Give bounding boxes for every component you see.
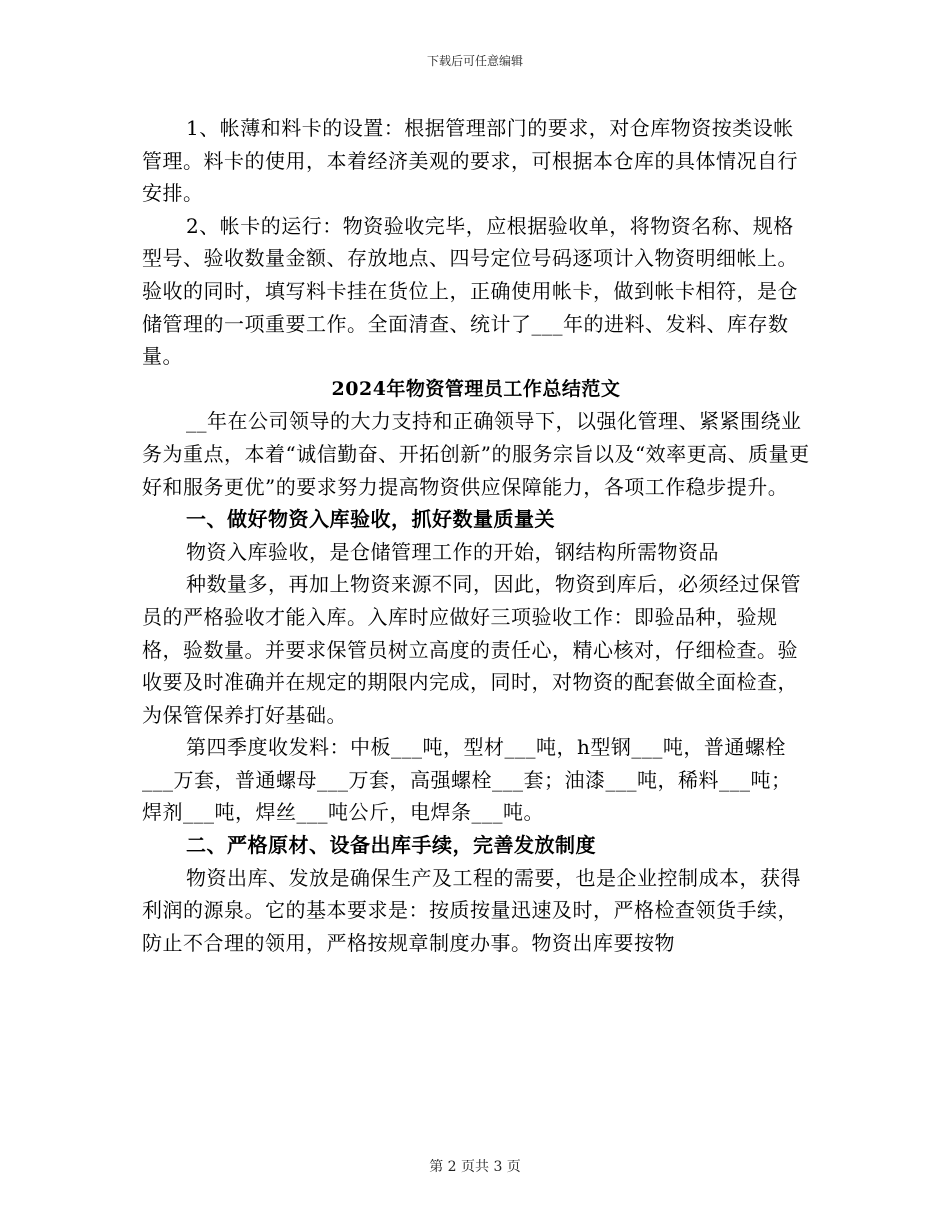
paragraph-intro: __年在公司领导的大力支持和正确领导下，以强化管理、紧紧围绕业务为重点，本着“诚信勤奋、开拓创新”的服务宗旨以及“效率更高、质量更好和服务更优”的要求努力提高物资供应保障能力，各项工作稳步提升。	[142, 409, 810, 499]
paragraph-receiving-line1: 物资入库验收，是仓储管理工作的开始，钢结构所需物资品	[186, 539, 719, 564]
document-body	[142, 112, 810, 959]
paragraph-q4-stats: 第四季度收发料：中板___吨，型材___吨，h型钢___吨，普通螺栓___万套，普通螺母___万套，高强螺栓___套；油漆___吨，稀料___吨；焊剂___吨，焊丝___吨公斤，电焊条___吨。	[142, 735, 792, 825]
document-title: 2024年物资管理员工作总结范文	[331, 377, 621, 400]
paragraph-ledger-setup: 1、帐薄和料卡的设置：根据管理部门的要求，对仓库物资按类设帐管理。料卡的使用，本着经济美观的要求，可根据本仓库的具体情况自行安排。	[142, 116, 798, 206]
section-heading-2: 二、严格原材、设备出库手续，完善发放制度	[186, 833, 596, 858]
paragraph-receiving-body: 种数量多，再加上物资来源不同，因此，物资到库后，必须经过保管员的严格验收才能入库。入库时应做好三项验收工作：即验品种，验规格，验数量。并要求保管员树立高度的责任心，精心核对，仔细检查。验收要及时准确并在规定的期限内完成，同时，对物资的配套做全面检查，为保管保养打好基础。	[142, 572, 801, 727]
page-header: 下载后可任意编辑	[426, 54, 523, 68]
paragraph-ledger-operation: 2、帐卡的运行：物资验收完毕，应根据验收单，将物资名称、规格型号、验收数量金额、存放地点、四号定位号码逐项计入物资明细帐上。验收的同时，填写料卡挂在货位上，正确使用帐卡，做到帐卡相符，是仓储管理的一项重要工作。全面清查、统计了___年的进料、发料、库存数量。	[142, 213, 798, 369]
paragraph-outbound: 物资出库、发放是确保生产及工程的需要，也是企业控制成本，获得利润的源泉。它的基本要求是：按质按量迅速及时，严格检查领货手续，防止不合理的领用，严格按规章制度办事。物资出库要按物	[142, 865, 801, 955]
section-heading-1: 一、做好物资入库验收，抓好数量质量关	[186, 507, 555, 532]
page-footer: 第 2 页共 3 页	[429, 1159, 521, 1175]
